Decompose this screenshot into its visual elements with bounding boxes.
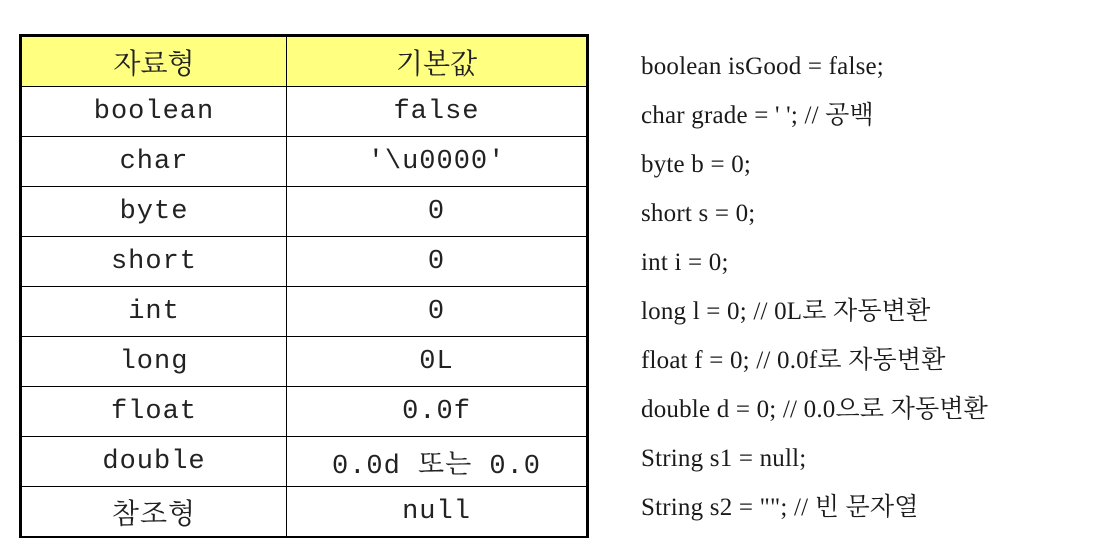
code-line: byte b = 0; bbox=[641, 151, 752, 178]
type-cell: byte bbox=[21, 187, 287, 237]
default-cell: 0 bbox=[287, 187, 588, 237]
table-row bbox=[21, 137, 588, 187]
code-line: float f = 0; // 0.0f로 자동변환 bbox=[641, 347, 946, 374]
code-line: boolean isGood = false; bbox=[641, 53, 884, 80]
type-cell: char bbox=[21, 137, 287, 187]
default-values-table bbox=[19, 34, 589, 538]
code-line: long l = 0; // 0L로 자동변환 bbox=[641, 298, 931, 325]
type-cell: int bbox=[21, 287, 287, 337]
code-line: String s1 = null; bbox=[641, 445, 807, 472]
type-cell: float bbox=[21, 387, 287, 437]
table-row bbox=[21, 487, 588, 538]
code-example-block bbox=[641, 42, 1101, 532]
table-row bbox=[21, 337, 588, 387]
code-line: short s = 0; bbox=[641, 200, 756, 227]
header-type: 자료형 bbox=[21, 36, 287, 87]
default-cell: 0 bbox=[287, 237, 588, 287]
default-cell: '\u0000' bbox=[287, 137, 588, 187]
table-row bbox=[21, 387, 588, 437]
default-cell: 0.0f bbox=[287, 387, 588, 437]
table-row bbox=[21, 87, 588, 137]
header-default-value: 기본값 bbox=[287, 36, 588, 87]
type-cell: long bbox=[21, 337, 287, 387]
default-cell: 0.0d 또는 0.0 bbox=[287, 437, 588, 487]
table-row bbox=[21, 187, 588, 237]
table-row bbox=[21, 237, 588, 287]
table-header-row bbox=[21, 36, 588, 87]
type-cell: short bbox=[21, 237, 287, 287]
default-cell: 0 bbox=[287, 287, 588, 337]
table-row bbox=[21, 287, 588, 337]
type-cell: 참조형 bbox=[21, 487, 287, 538]
table-row bbox=[21, 437, 588, 487]
type-cell: double bbox=[21, 437, 287, 487]
default-cell: 0L bbox=[287, 337, 588, 387]
type-cell: boolean bbox=[21, 87, 287, 137]
code-line: int i = 0; bbox=[641, 249, 729, 276]
code-line: String s2 = ""; // 빈 문자열 bbox=[641, 494, 919, 521]
default-cell: null bbox=[287, 487, 588, 538]
code-line: double d = 0; // 0.0으로 자동변환 bbox=[641, 396, 989, 423]
default-cell: false bbox=[287, 87, 588, 137]
code-line: char grade = ' '; // 공백 bbox=[641, 102, 874, 129]
